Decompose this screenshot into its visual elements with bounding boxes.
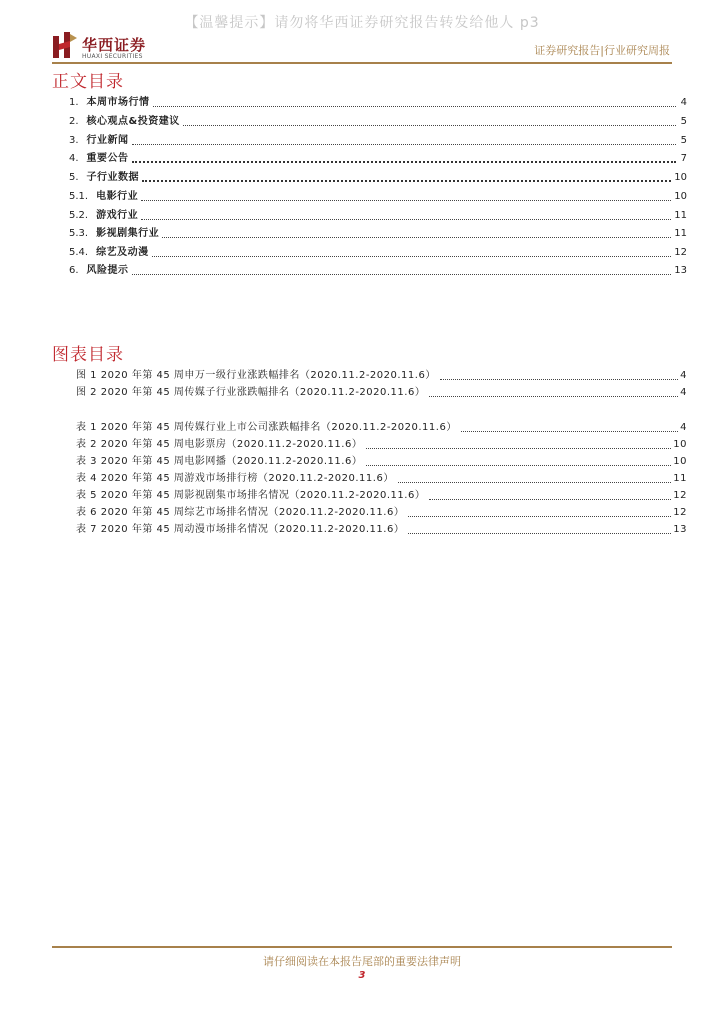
figure-page: 4 bbox=[680, 370, 687, 381]
table-leader-dots bbox=[461, 431, 678, 432]
toc-item-number: 1. bbox=[69, 97, 79, 108]
footer-divider bbox=[52, 946, 672, 948]
figure-caption: 图 2 2020 年第 45 周传媒子行业涨跌幅排名（2020.11.2-2020.11.6） bbox=[76, 387, 426, 398]
toc-leader-dots bbox=[132, 274, 672, 275]
table-caption: 表 1 2020 年第 45 周传媒行业上市公司涨跌幅排名（2020.11.2-2020.11.6） bbox=[76, 422, 457, 433]
toc-item-page: 10 bbox=[674, 191, 687, 202]
toc-item-page: 11 bbox=[674, 228, 687, 239]
toc-item[interactable] bbox=[69, 134, 687, 148]
toc-item-number: 5.3. bbox=[69, 228, 89, 239]
table-page: 4 bbox=[680, 422, 687, 433]
table-list-item[interactable] bbox=[76, 438, 687, 452]
logo-english-name: HUAXI SECURITIES bbox=[82, 53, 143, 60]
toc-item-page: 11 bbox=[674, 210, 687, 221]
table-list-item[interactable] bbox=[76, 455, 687, 469]
toc-item-title: 行业新闻 bbox=[86, 135, 129, 146]
figure-list-item[interactable] bbox=[76, 386, 687, 400]
toc-item-title: 核心观点&投资建议 bbox=[86, 116, 180, 127]
watermark-notice: 【温馨提示】请勿将华西证券研究报告转发给他人 p3 bbox=[184, 15, 540, 31]
toc-item-number: 4. bbox=[69, 153, 79, 164]
table-page: 11 bbox=[673, 473, 687, 484]
toc-item-page: 10 bbox=[674, 172, 687, 183]
toc-leader-dots bbox=[162, 237, 671, 238]
table-caption: 表 2 2020 年第 45 周电影票房（2020.11.2-2020.11.6） bbox=[76, 439, 363, 450]
toc-item[interactable] bbox=[69, 209, 687, 223]
toc-item[interactable] bbox=[69, 171, 687, 185]
toc-item-number: 5.2. bbox=[69, 210, 89, 221]
table-leader-dots bbox=[366, 465, 671, 466]
toc-item-number: 3. bbox=[69, 135, 79, 146]
table-caption: 表 4 2020 年第 45 周游戏市场排行榜（2020.11.2-2020.11.6） bbox=[76, 473, 394, 484]
figures-title: 图表目录 bbox=[52, 345, 124, 365]
table-page: 10 bbox=[673, 439, 687, 450]
toc-leader-dots bbox=[132, 161, 676, 163]
huaxi-logo bbox=[52, 32, 172, 62]
table-leader-dots bbox=[366, 448, 671, 449]
toc-item-page: 13 bbox=[674, 265, 687, 276]
header-divider bbox=[52, 62, 672, 64]
toc-item-number: 2. bbox=[69, 116, 79, 127]
toc-item-page: 5 bbox=[680, 116, 687, 127]
table-leader-dots bbox=[408, 533, 671, 534]
toc-item[interactable] bbox=[69, 152, 687, 166]
toc-item-title: 影视剧集行业 bbox=[96, 228, 160, 239]
toc-leader-dots bbox=[132, 144, 676, 145]
toc-item-title: 子行业数据 bbox=[86, 172, 140, 183]
toc-item-page: 12 bbox=[674, 247, 687, 258]
toc-item-title: 本周市场行情 bbox=[86, 97, 150, 108]
toc-item-page: 4 bbox=[680, 97, 687, 108]
huaxi-logo-mark-icon bbox=[52, 32, 78, 60]
toc-item-number: 6. bbox=[69, 265, 79, 276]
table-list-item[interactable] bbox=[76, 489, 687, 503]
table-caption: 表 7 2020 年第 45 周动漫市场排名情况（2020.11.2-2020.11.6） bbox=[76, 524, 405, 535]
toc-leader-dots bbox=[183, 125, 676, 126]
figure-leader-dots bbox=[429, 396, 678, 397]
legal-disclaimer-note: 请仔细阅读在本报告尾部的重要法律声明 bbox=[263, 955, 461, 968]
toc-leader-dots bbox=[152, 256, 672, 257]
toc-item-title: 游戏行业 bbox=[96, 210, 139, 221]
toc-item-page: 5 bbox=[680, 135, 687, 146]
toc-item-title: 电影行业 bbox=[96, 191, 139, 202]
table-leader-dots bbox=[408, 516, 671, 517]
table-caption: 表 3 2020 年第 45 周电影网播（2020.11.2-2020.11.6） bbox=[76, 456, 363, 467]
logo-chinese-name: 华西证券 bbox=[82, 36, 147, 54]
toc-item-number: 5.4. bbox=[69, 247, 89, 258]
toc-item-number: 5. bbox=[69, 172, 79, 183]
toc-title: 正文目录 bbox=[52, 72, 124, 92]
figure-caption: 图 1 2020 年第 45 周申万一级行业涨跌幅排名（2020.11.2-2020.11.6） bbox=[76, 370, 436, 381]
table-list-item[interactable] bbox=[76, 472, 687, 486]
table-leader-dots bbox=[429, 499, 671, 500]
table-page: 10 bbox=[673, 456, 687, 467]
toc-item-page: 7 bbox=[680, 153, 687, 164]
toc-item[interactable] bbox=[69, 246, 687, 260]
toc-leader-dots bbox=[153, 106, 676, 107]
table-page: 12 bbox=[673, 507, 687, 518]
toc-leader-dots bbox=[141, 200, 671, 201]
figure-list-item[interactable] bbox=[76, 369, 687, 383]
table-leader-dots bbox=[398, 482, 671, 483]
toc-item-title: 重要公告 bbox=[86, 153, 129, 164]
toc-item-title: 综艺及动漫 bbox=[96, 247, 149, 258]
toc-item-number: 5.1. bbox=[69, 191, 89, 202]
table-page: 13 bbox=[673, 524, 687, 535]
toc-item[interactable] bbox=[69, 264, 687, 278]
toc-item[interactable] bbox=[69, 96, 687, 110]
table-list-item[interactable] bbox=[76, 421, 687, 435]
toc-item[interactable] bbox=[69, 190, 687, 204]
figure-page: 4 bbox=[680, 387, 687, 398]
table-list-item[interactable] bbox=[76, 506, 687, 520]
toc-item[interactable] bbox=[69, 115, 687, 129]
report-type-label: 证券研究报告|行业研究周报 bbox=[534, 44, 670, 57]
table-list-item[interactable] bbox=[76, 523, 687, 537]
table-caption: 表 6 2020 年第 45 周综艺市场排名情况（2020.11.2-2020.11.6） bbox=[76, 507, 405, 518]
page-number: 3 bbox=[358, 970, 366, 981]
table-caption: 表 5 2020 年第 45 周影视剧集市场排名情况（2020.11.2-2020.11.6） bbox=[76, 490, 426, 501]
toc-leader-dots bbox=[142, 180, 671, 182]
toc-leader-dots bbox=[141, 219, 671, 220]
table-page: 12 bbox=[673, 490, 687, 501]
toc-item-title: 风险提示 bbox=[86, 265, 129, 276]
toc-item[interactable] bbox=[69, 227, 687, 241]
figure-leader-dots bbox=[440, 379, 678, 380]
